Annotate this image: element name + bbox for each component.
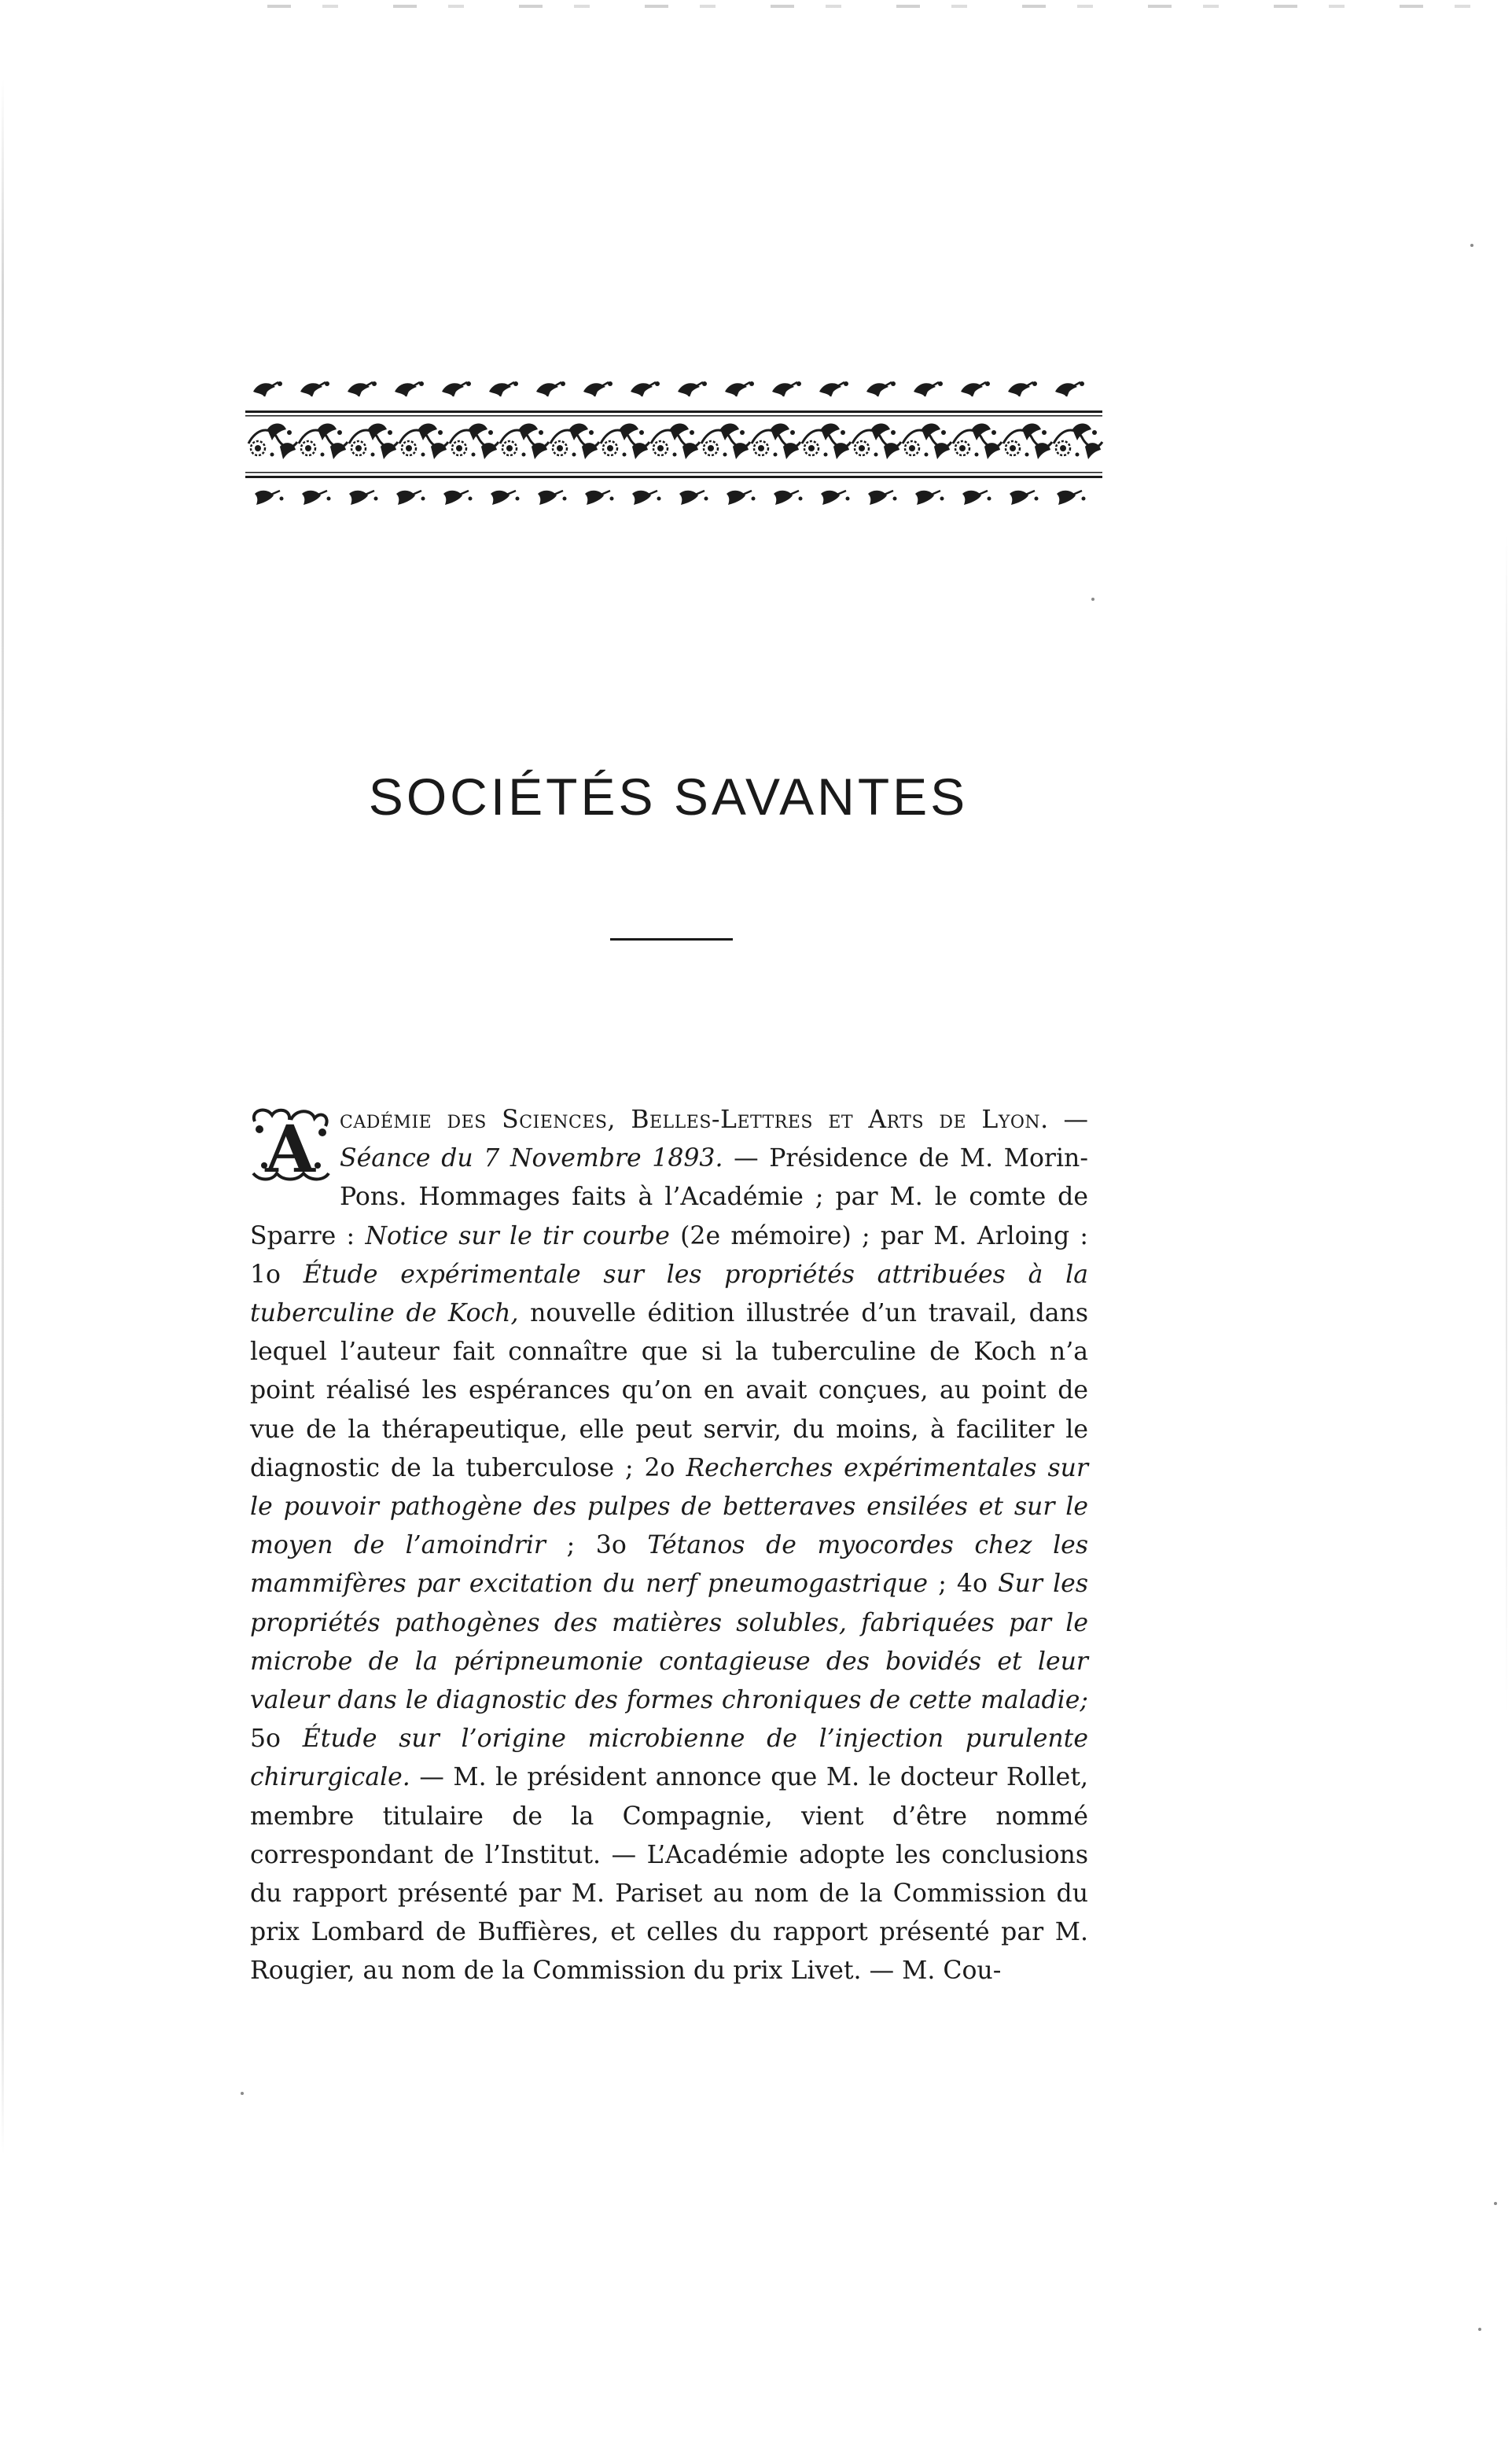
article-segment: nouvelle édition illustrée d’un travail, dans lequel l’auteur fait connaître que si la tuberculine de Koch n’a point réalisé les espérances qu’on en avait conçues, au point de vue de la thérapeutique, elle peut servir, du moins, à faciliter le diagnostic de la tuberculose ; 2o [250, 1299, 1088, 1482]
scan-speck [1478, 2328, 1481, 2331]
article-segment: Tétanos de myocordes chez les mammifères par excitation du nerf pneumogastrique [250, 1531, 1088, 1599]
title-rule [610, 938, 733, 941]
article-segment: 5o [250, 1725, 303, 1754]
article-segment: Étude expérimentale sur les propriétés attribuées à la tuberculine de Koch, [250, 1260, 1088, 1328]
scan-speck [1091, 598, 1094, 601]
article-segment: — [1048, 1106, 1089, 1134]
article-segment: Notice sur le tir courbe [365, 1221, 670, 1250]
article-segment: (2e mémoire) ; par M. Arloing : 1o [250, 1221, 1088, 1289]
article-segment: Recherches expérimentales sur le pouvoir pathogène des pulpes de betteraves ensilées et sur le moyen de l’amoindrir [250, 1453, 1088, 1560]
dropcap-letter: A [265, 1112, 315, 1184]
article-segment: Étude sur l’origine microbienne de l’injection purulente chirurgicale. [250, 1725, 1088, 1792]
article-segment: Séance du 7 Novembre 1893. [340, 1144, 723, 1173]
page-title: SOCIÉTÉS SAVANTES [368, 768, 969, 826]
article-segment: ; 3o [545, 1531, 648, 1560]
scan-speck [1470, 244, 1473, 247]
scan-artifact-left [2, 79, 4, 2155]
scan-artifact-right [1506, 535, 1507, 1714]
article-segment: — Présidence de M. Morin-Pons. Hommages faits à l’Académie ; par M. le comte de Sparre : [250, 1144, 1088, 1250]
ornamental-headpiece-icon [245, 370, 1110, 519]
article-body [250, 1101, 1088, 1991]
dropcap-ornament-icon [248, 1106, 332, 1184]
article-segment: ; 4o [928, 1570, 999, 1599]
article-segment: — M. le président annonce que M. le docteur Rollet, membre titulaire de la Compagnie, vient d’être nommé correspondant de l’Institut. — L’Académie adopte les conclusions du rapport présenté par M. Pariset au nom de la Commission du prix Lombard de Buffières, et celles du rapport présenté par M. Rougier, au nom de la Commission du prix Livet. — M. Cou- [250, 1763, 1088, 1986]
article-segment: cadémie des Sciences, Belles-Lettres et Arts de Lyon. [340, 1106, 1049, 1134]
scan-speck [1494, 2202, 1497, 2205]
scan-artifact-top [267, 5, 1494, 8]
article-paragraph [250, 1106, 1088, 1985]
scan-speck [241, 2092, 244, 2095]
article-segment: Sur les propriétés pathogènes des matières solubles, fabriquées par le microbe de la péripneumonie contagieuse des bovidés et leur valeur dans le diagnostic des formes chroniques de cette maladie; [250, 1570, 1088, 1715]
